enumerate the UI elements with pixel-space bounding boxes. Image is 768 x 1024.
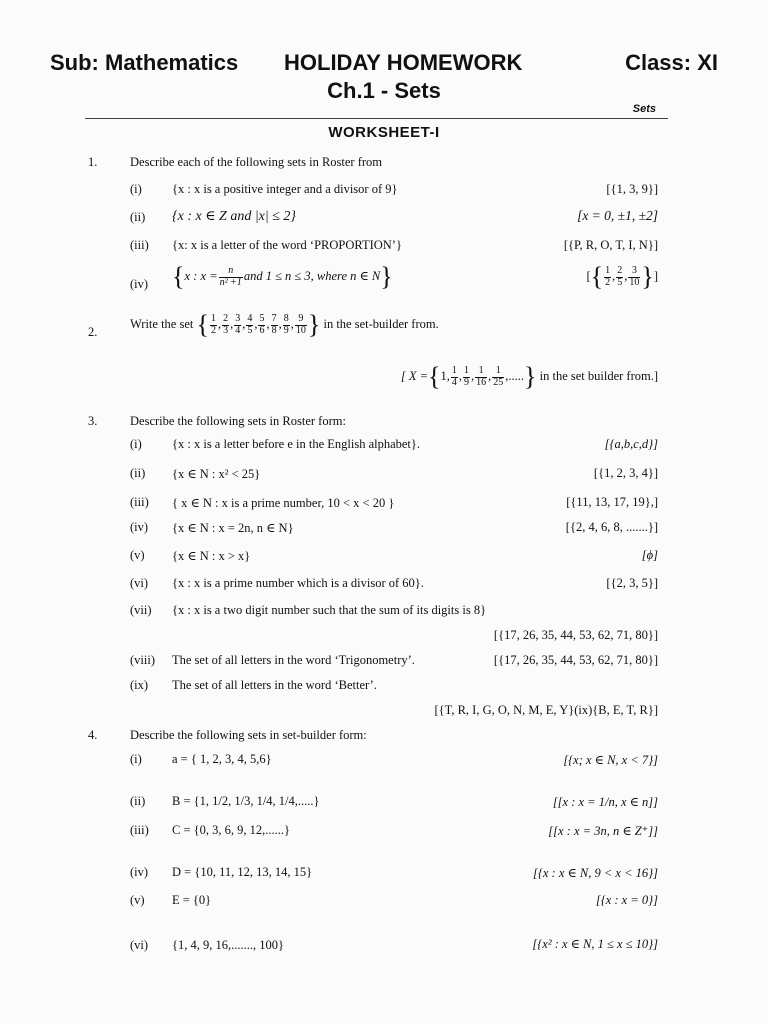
question-number: 4. — [88, 728, 98, 742]
item-text: E = {0} — [172, 893, 212, 907]
item-label: (ii) — [130, 794, 146, 808]
item-label: (v) — [130, 548, 145, 562]
item-answer: [{a,b,c,d}] — [604, 437, 658, 451]
item-answer: [{x² : x ∈ N, 1 ≤ x ≤ 10}] — [532, 937, 658, 951]
item-label: (iii) — [130, 238, 149, 252]
item-text: { x ∈ N : x is a prime number, 10 < x < 20 } — [172, 496, 395, 510]
item-label: (iv) — [130, 277, 149, 291]
item-answer: [{x : x ∈ N, 9 < x < 16}] — [533, 866, 658, 880]
item-text: {x: x is a letter of the word ‘PROPORTION’} — [172, 238, 402, 252]
item-label: (i) — [130, 437, 142, 451]
item-answer: [{T, R, I, G, O, N, M, E, Y}(ix){B, E, T, R}] — [434, 703, 658, 717]
item-text: C = {0, 3, 6, 9, 12,......} — [172, 823, 291, 837]
item-answer: [{x; x ∈ N, x < 7}] — [563, 753, 658, 767]
item-answer: [{11, 13, 17, 19},] — [566, 495, 658, 509]
item-text: The set of all letters in the word ‘Trigonometry’. — [172, 653, 415, 667]
item-label: (vii) — [130, 603, 152, 617]
item-text: The set of all letters in the word ‘Better’. — [172, 678, 377, 692]
item-text: D = {10, 11, 12, 13, 14, 15} — [172, 865, 313, 879]
item-answer: [{17, 26, 35, 44, 53, 62, 71, 80}] — [493, 653, 658, 667]
item-label: (v) — [130, 893, 145, 907]
question-text: Write the set { $\frac{1}{2}$ , $\frac{2}{3}$ , $\frac{3}{4}$ , $\frac{4}{5}$ , $\frac{5}{6}$ , $\frac{7}{8}$ , $\frac{8}{9}$ , $\frac{9}{10}$ } in the set-builder from. — [130, 310, 439, 339]
item-answer: [ϕ] — [641, 548, 658, 562]
item-label: (iii) — [130, 823, 149, 837]
item-label: (iv) — [130, 865, 149, 879]
item-text-part: and 1 ≤ n ≤ 3, where n ∈ N — [243, 268, 381, 283]
question-text: Describe each of the following sets in Roster from — [130, 155, 383, 169]
fraction: $\frac{2}{5}$ — [617, 265, 623, 288]
item-answer: [{2, 4, 6, 8, .......}] — [565, 520, 658, 534]
chapter-title: Ch.1 - Sets — [327, 78, 441, 103]
item-label: (viii) — [130, 653, 155, 667]
item-answer: [{1, 3, 9}] — [606, 182, 658, 196]
class-title: Class: XI — [625, 50, 718, 75]
question-number: 2. — [88, 325, 98, 339]
item-answer: [{1, 2, 3, 4}] — [593, 466, 658, 480]
item-label: (vi) — [130, 576, 149, 590]
sets-tag: Sets — [632, 103, 656, 115]
item-text: {x : x = $\frac{n}{\text{n² +1}}$ and 1 ≤ n ≤ 3, where n ∈ N} — [172, 262, 393, 291]
item-answer: [{ $\frac{1}{2}$ , $\frac{2}{5}$ , $\frac{3}{10}$ }] — [586, 262, 658, 291]
question-number: 1. — [88, 155, 98, 169]
header-rule — [85, 118, 668, 119]
question-text: Describe the following sets in set-builder form: — [130, 728, 367, 742]
item-text: a = { 1, 2, 3, 4, 5,6} — [172, 752, 272, 766]
item-text-part: x : x = — [184, 268, 218, 283]
item-text: {x ∈ N : x = 2n, n ∈ N} — [172, 521, 294, 535]
item-label: (i) — [130, 752, 142, 766]
item-answer: [[x : x = 1/n, x ∈ n]] — [552, 795, 658, 809]
item-text: {x ∈ N : x > x} — [172, 549, 251, 563]
item-text: {x : x is a two digit number such that the sum of its digits is 8} — [172, 603, 487, 617]
item-text: {x : x is a letter before e in the English alphabet}. — [172, 437, 421, 451]
item-text: {x : x is a prime number which is a divisor of 60}. — [172, 576, 424, 590]
item-text: {x : x ∈ Z and |x| ≤ 2} — [172, 209, 297, 224]
fraction: $\frac{1}{2}$ — [605, 265, 611, 288]
item-answer: [{x : x = 0}] — [595, 893, 658, 907]
item-label: (iii) — [130, 495, 149, 509]
fraction: $\frac{3}{10}$ — [629, 265, 640, 288]
item-text: {x : x is a positive integer and a divisor of 9} — [172, 182, 398, 196]
item-answer: [[x : x = 3n, n ∈ Z⁺]] — [548, 824, 658, 838]
item-answer: [{P, R, O, T, I, N}] — [563, 238, 658, 252]
question-number: 3. — [88, 414, 98, 428]
subject-title: Sub: Mathematics — [50, 50, 239, 75]
item-answer: [{17, 26, 35, 44, 53, 62, 71, 80}] — [493, 628, 658, 642]
item-label: (ii) — [130, 210, 146, 224]
item-answer: [{2, 3, 5}] — [606, 576, 658, 590]
item-label: (vi) — [130, 938, 149, 952]
item-label: (i) — [130, 182, 142, 196]
item-label: (iv) — [130, 520, 149, 534]
homework-title: HOLIDAY HOMEWORK — [284, 50, 523, 75]
item-text: {1, 4, 9, 16,......., 100} — [172, 938, 284, 952]
item-text: {x ∈ N : x² < 25} — [172, 467, 261, 481]
question-text: Describe the following sets in Roster form: — [130, 414, 346, 428]
item-label: (ii) — [130, 466, 146, 480]
item-label: (ix) — [130, 678, 149, 692]
item-answer: [x = 0, ±1, ±2] — [577, 208, 658, 223]
item-text: B = {1, 1/2, 1/3, 1/4, 1/4,.....} — [172, 794, 320, 808]
fraction: $\frac{n}{\text{n² +1}}$ — [219, 265, 242, 288]
item-answer: [ X ={1, $\frac{1}{4}$ , $\frac{1}{9}$ , $\frac{1}{16}$ , $\frac{1}{25}$ ,.....} in the set builder from.] — [400, 362, 658, 391]
worksheet-title: WORKSHEET-I — [328, 124, 440, 141]
